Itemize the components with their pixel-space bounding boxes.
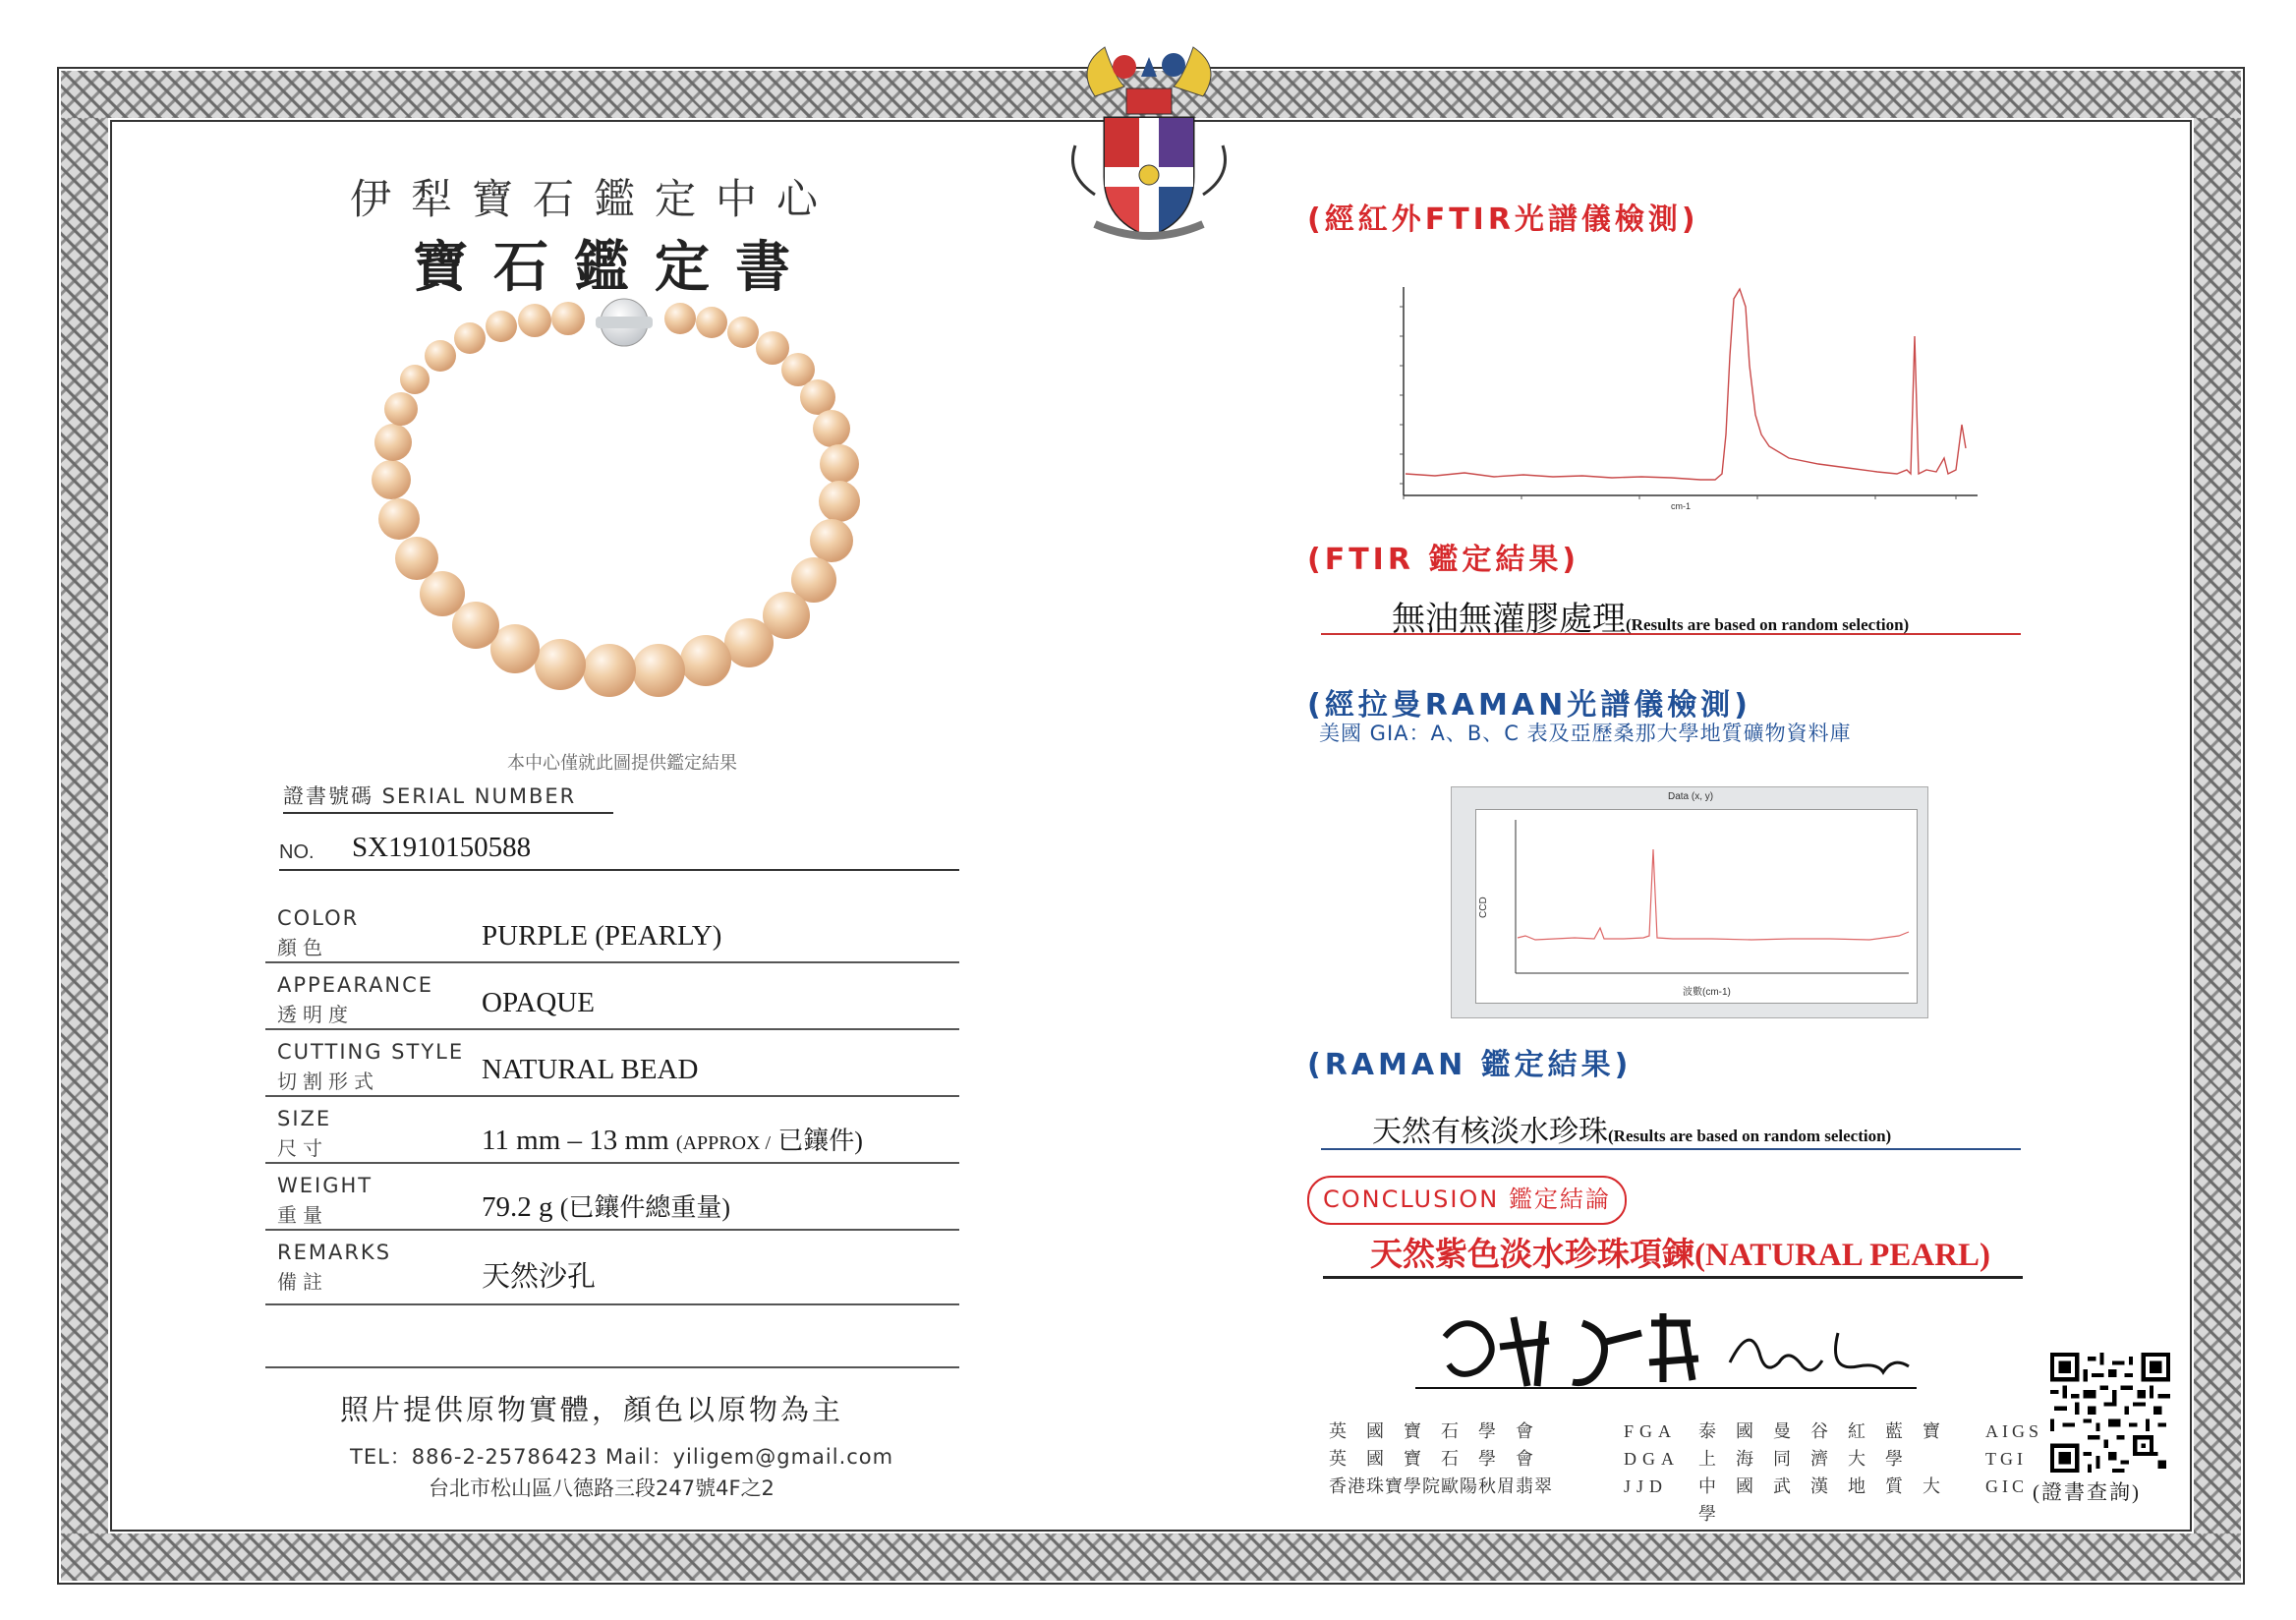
document-title: 寶石鑑定書	[413, 238, 816, 299]
credential-code: TGI	[1985, 1449, 2027, 1469]
ftir-result-row	[1321, 584, 2021, 638]
spec-row-remarks	[265, 1231, 959, 1305]
weight-value: 79.2 g	[482, 1191, 553, 1223]
serial-number-row	[279, 830, 959, 871]
credential-code: AIGS	[1985, 1421, 2043, 1441]
raman-result-row	[1321, 1099, 2021, 1150]
spec-label-en: REMARKS	[277, 1241, 392, 1264]
qr-code-icon[interactable]	[2050, 1353, 2170, 1473]
raman-spectrum-chart	[1476, 810, 1917, 1003]
raman-ylabel: CCD	[1478, 897, 1489, 918]
divider	[265, 1366, 959, 1368]
spec-value: PURPLE (PEARLY)	[482, 920, 722, 952]
spec-label-en: COLOR	[277, 906, 360, 930]
raman-xlabel: 波數(cm-1)	[1683, 987, 1731, 998]
ftir-result-note: (Results are based on random selection)	[1626, 615, 1910, 634]
conclusion-row	[1323, 1219, 2023, 1279]
spec-label-zh: 備註	[277, 1272, 328, 1294]
ftir-spectrum-chart	[1376, 277, 1985, 513]
spec-value: OPAQUE	[482, 987, 595, 1018]
qr-label: (證書查詢)	[2033, 1480, 2141, 1504]
raman-result-note: (Results are based on random selection)	[1608, 1127, 1892, 1145]
ftir-result	[1392, 592, 1909, 640]
spec-label-zh: 透明度	[277, 1005, 354, 1026]
credential-row	[1329, 1473, 2044, 1528]
size-value: 11 mm – 13 mm	[482, 1125, 669, 1156]
spec-value	[482, 1121, 863, 1157]
raman-database: 美國 GIA：A、B、C 表及亞歷桑那大學地質礦物資料庫	[1319, 722, 1852, 745]
spec-label-en: WEIGHT	[277, 1174, 373, 1197]
ftir-xlabel: cm-1	[1671, 501, 1691, 511]
raman-spectrum-panel	[1451, 786, 1928, 1018]
raman-plot-area	[1475, 809, 1918, 1004]
pearl-necklace-photo	[354, 295, 924, 727]
photo-caption: 本中心僅就此圖提供鑑定結果	[507, 753, 737, 773]
spec-label-en: SIZE	[277, 1107, 332, 1130]
spec-label-zh: 重量	[277, 1205, 328, 1227]
address-line: 台北市松山區八德路三段247號4F之2	[429, 1476, 775, 1500]
conclusion-badge: CONCLUSION 鑑定結論	[1307, 1176, 1627, 1225]
spec-row-appearance	[265, 963, 959, 1030]
spec-row-color	[265, 897, 959, 963]
credential-org: 英國寶石學會	[1329, 1449, 1553, 1469]
spec-label-zh: 顏色	[277, 938, 328, 959]
ftir-result-title: (FTIR 鑑定結果)	[1307, 543, 1580, 577]
spec-row-weight	[265, 1164, 959, 1231]
ftir-test-title: (經紅外FTIR光譜儀檢測)	[1307, 202, 1699, 237]
spec-row-size	[265, 1097, 959, 1164]
credential-org: 上海同濟大學	[1698, 1449, 1923, 1469]
spec-value	[482, 1187, 730, 1224]
serial-heading: 證書號碼 SERIAL NUMBER	[283, 781, 613, 814]
credential-org: 中國武漢地質大學	[1698, 1476, 1960, 1524]
credentials	[1329, 1418, 2044, 1528]
size-note: 已鑲件)	[777, 1127, 863, 1155]
raman-result	[1372, 1107, 1891, 1150]
crest-logo	[1056, 28, 1242, 244]
credential-org: 泰國曼谷紅藍寶	[1698, 1421, 1960, 1441]
credential-code: DGA	[1624, 1449, 1680, 1469]
raman-result-text: 天然有核淡水珍珠	[1372, 1116, 1608, 1148]
credential-org: 英國寶石學會	[1329, 1421, 1553, 1441]
size-approx: (APPROX /	[675, 1132, 772, 1154]
spec-label-zh: 切割形式	[277, 1071, 379, 1093]
ftir-result-text: 無油無灌膠處理	[1392, 602, 1626, 638]
raman-result-title: (RAMAN 鑑定結果)	[1307, 1048, 1633, 1082]
spec-value: NATURAL BEAD	[482, 1054, 699, 1085]
photo-note: 照片提供原物實體，顏色以原物為主	[340, 1395, 844, 1426]
contact-line: TEL：886-2-25786423 Mail：yiligem@gmail.com	[350, 1445, 894, 1469]
spec-label-en: APPEARANCE	[277, 973, 434, 997]
credential-row	[1329, 1445, 2044, 1473]
weight-note: (已鑲件總重量)	[559, 1193, 731, 1222]
spec-label-zh: 尺寸	[277, 1138, 328, 1160]
credential-row	[1329, 1418, 2044, 1445]
credential-code: JJD	[1624, 1476, 1669, 1496]
credential-code: FGA	[1624, 1421, 1678, 1441]
signature	[1406, 1294, 1936, 1402]
spec-label-en: CUTTING STYLE	[277, 1040, 465, 1064]
spec-value: 天然沙孔	[482, 1261, 597, 1293]
credential-code: GIC	[1985, 1476, 2028, 1496]
raman-chart-header: Data (x, y)	[1668, 791, 1714, 802]
conclusion-text: 天然紫色淡水珍珠項鍊(NATURAL PEARL)	[1370, 1238, 1990, 1273]
serial-number: SX1910150588	[352, 832, 532, 863]
raman-test-title: (經拉曼RAMAN光譜儀檢測)	[1307, 688, 1751, 723]
serial-no-label: NO.	[279, 841, 315, 863]
spec-row-cutting-style	[265, 1030, 959, 1097]
credential-org: 香港珠寶學院歐陽秋眉翡翠	[1329, 1476, 1553, 1496]
center-name: 伊犁寶石鑑定中心	[350, 178, 838, 223]
